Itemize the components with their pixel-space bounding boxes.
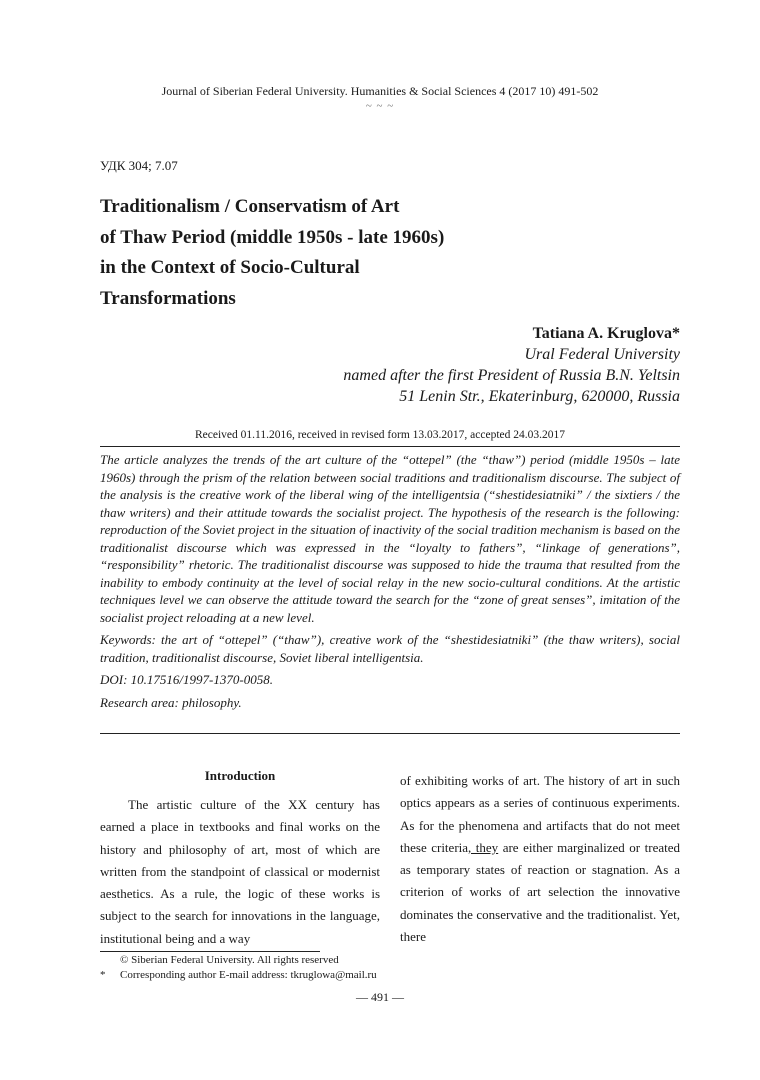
journal-header: Journal of Siberian Federal University. Humanities & Social Sciences 4 (2017 10) 491-502 [161,84,599,98]
affiliation-line: named after the first President of Russia B.N. Yeltsin [343,367,680,384]
abstract-bottom-rule [100,733,680,734]
abstract-top-rule [100,446,680,447]
footnote-copyright: © Siberian Federal University. All rights reserved [120,954,339,966]
body-text-segment: are either marginalized or treated as temporary states of reaction or stagnation. As a criterion of works of art selection the innovative dominates the conservative and the traditionalist. Yet, there [400,839,681,945]
page-number: — 491 — [356,990,404,1004]
underlined-text: , they [468,839,499,855]
article-title [100,192,620,314]
footnotes [100,953,680,983]
footnote-corresponding [100,968,680,983]
body-paragraph: The artistic culture of the XX century has earned a place in textbooks and final works on the history and philosophy of art, most of which are written from the standpoint of classical or modernist aesthetics. As a rule, the logic of these works is subject to the search for innovations in the language, institutional being and a way [100,797,380,946]
received-dates: Received 01.11.2016, received in revised form 13.03.2017, accepted 24.03.2017 [194,429,566,441]
footnote-corresponding-text: Corresponding author E-mail address: tkruglowa@mail.ru [120,969,377,981]
keywords: Keywords: the art of “ottepel” (“thaw”), creative work of the “shestidesiatniki” (the thaw writers), social tradition, traditionalist discourse, Soviet liberal intelligentsia. [100,632,680,665]
affiliation-line: Ural Federal University [524,346,680,363]
author-block [343,323,680,407]
author-name: Tatiana A. Kruglova* [532,325,680,342]
body-right-column [400,770,680,948]
affiliation-line: 51 Lenin Str., Ekaterinburg, 620000, Russia [399,388,680,405]
header-ornament: ~ ~ ~ [365,100,395,112]
title-line: Traditionalism / Conservatism of Art [100,196,400,217]
abstract-text: The article analyzes the trends of the art culture of the “ottepel” (the “thaw”) period (middle 1950s – late 1960s) through the prism of the relation between social traditions and traditionalism discourse. The subject of the analysis is the creative work of the liberal wing of the intelligentsia (“shestidesiatniki” / the sixtiers / the thaw writers) and their attitude towards the socialist project. The hypothesis of the research is the following: reproduction of the Soviet project in the situation of inactivity of the social tradition mechanism is based on the traditionalist discourse which was expressed in the “loyalty to fathers”, “linkage of generations”, “responsibility” rhetoric. The traditionalist discourse was supposed to hide the trauma that resulted from the inability to embody continuity at the level of social relay in the new socio-cultural conditions. At the artistic techniques level we can observe the attitude toward the search for the “zone of great senses”, imitation of the socialist project reloading at a new level. [100,452,680,625]
title-line: of Thaw Period (middle 1950s - late 1960s) [100,226,445,248]
footnote-mark: * [100,969,106,981]
footnote-rule [100,951,320,952]
research-area: Research area: philosophy. [100,694,242,710]
body-text-segment: of exhibiting works of art. The history of art in such optics appears as a series of continuous experiments. As for the phenomena and artifacts that do not meet these criteria [400,773,680,855]
title-line: Transformations [100,287,236,309]
udk-code: УДК 304; 7.07 [100,158,178,173]
section-heading-introduction: Introduction [204,768,276,783]
title-line: in the Context of Socio-Cultural [100,257,360,278]
abstract-block [100,451,680,716]
body-left-column [100,794,380,950]
body-paragraph [400,770,680,948]
doi: DOI: 10.17516/1997-1370-0058. [100,672,273,687]
